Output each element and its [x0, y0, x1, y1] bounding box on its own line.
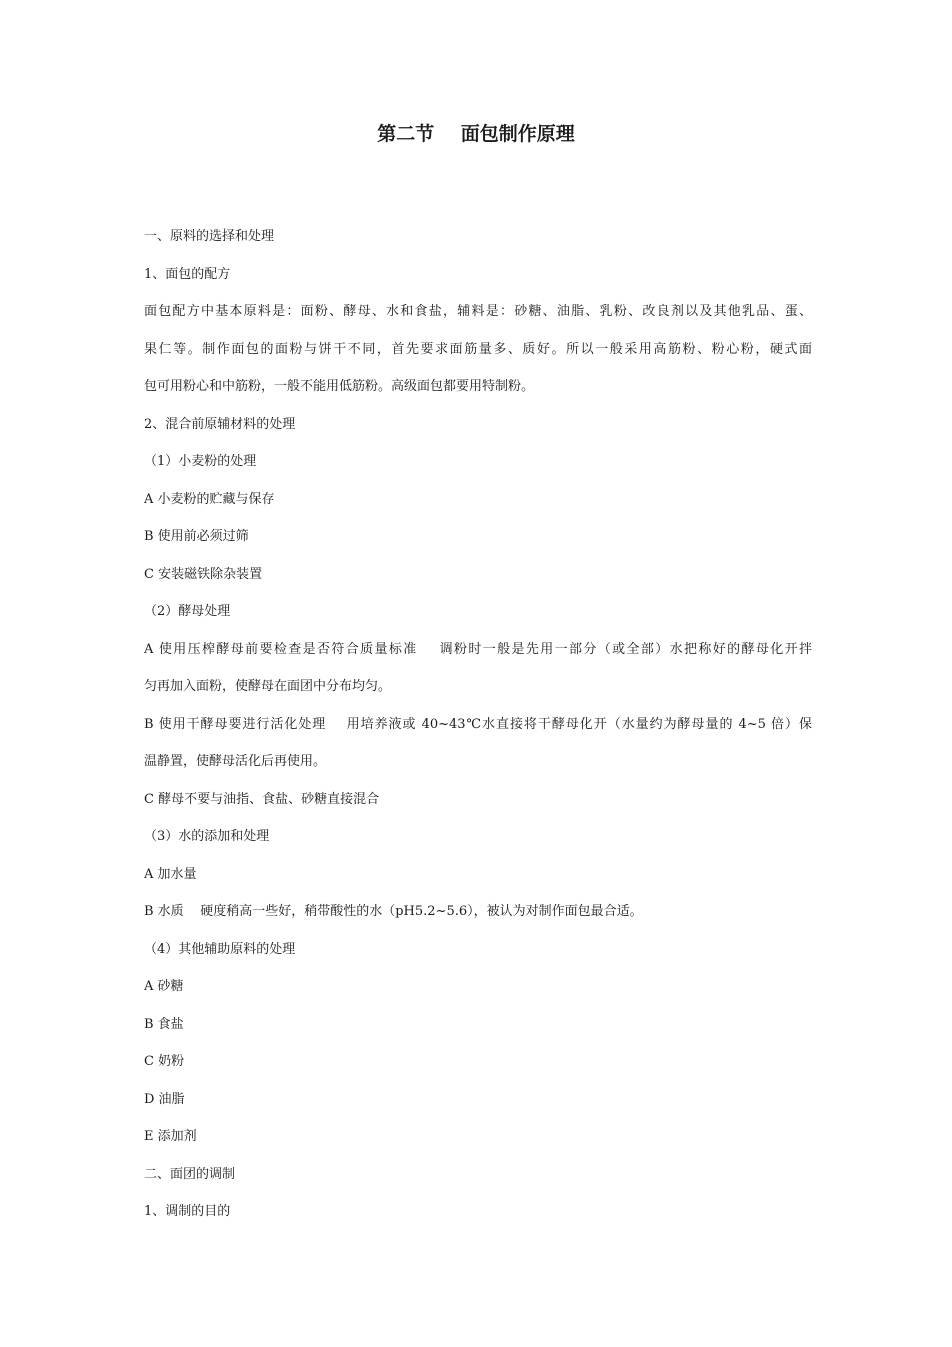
list-item: D 油脂 — [144, 1091, 185, 1107]
item-heading: （4）其他辅助原料的处理 — [144, 941, 296, 957]
list-item: B 使用干酵母要进行活化处理 用培养液或 40~43℃水直接将干酵母化开（水量约为酵母量的 4~5 倍）保 — [144, 716, 812, 732]
paragraph-line: 温静置，使酵母活化后再使用。 — [144, 754, 327, 769]
list-item: A 加水量 — [144, 866, 197, 882]
item-heading: （2）酵母处理 — [144, 604, 231, 619]
section-heading: 一、原料的选择和处理 — [144, 229, 275, 244]
page-title: 第二节 面包制作原理 — [377, 123, 575, 145]
section-heading: 二、面团的调制 — [144, 1166, 236, 1182]
subsection-heading: 1、面包的配方 — [144, 266, 231, 282]
subsection-heading: 2、混合前原辅材料的处理 — [144, 416, 296, 432]
item-heading: （3）水的添加和处理 — [144, 829, 270, 844]
paragraph-line: 匀再加入面粉，使酵母在面团中分布均匀。 — [144, 679, 392, 694]
subsection-heading: 1、调制的目的 — [144, 1204, 231, 1219]
list-item: A 砂糖 — [144, 979, 184, 994]
item-heading: （1）小麦粉的处理 — [144, 454, 257, 469]
list-item: A 小麦粉的贮藏与保存 — [144, 491, 275, 507]
list-item: C 酵母不要与油指、食盐、砂糖直接混合 — [144, 791, 380, 807]
list-item: C 安装磁铁除杂装置 — [144, 566, 263, 582]
list-item: B 使用前必须过筛 — [144, 529, 249, 544]
list-item: B 食盐 — [144, 1016, 184, 1032]
list-item: A 使用压榨酵母前要检查是否符合质量标准 调粉时一般是先用一部分（或全部）水把称好的酵母化开拌 — [144, 641, 812, 657]
document-body — [144, 218, 812, 1231]
list-item: B 水质 硬度稍高一些好，稍带酸性的水（pH5.2~5.6），被认为对制作面包最合适。 — [144, 904, 643, 919]
paragraph-line: 面包配方中基本原料是：面粉、酵母、水和食盐，辅料是：砂糖、油脂、乳粉、改良剂以及其他乳品、蛋、 — [144, 304, 812, 319]
list-item: E 添加剂 — [144, 1129, 197, 1144]
paragraph-line: 果仁等。制作面包的面粉与饼干不同，首先要求面筋量多、质好。所以一般采用高筋粉、粉心粉，硬式面 — [144, 341, 812, 357]
list-item: C 奶粉 — [144, 1054, 185, 1069]
paragraph-line: 包可用粉心和中筋粉，一般不能用低筋粉。高级面包都要用特制粉。 — [144, 379, 535, 394]
